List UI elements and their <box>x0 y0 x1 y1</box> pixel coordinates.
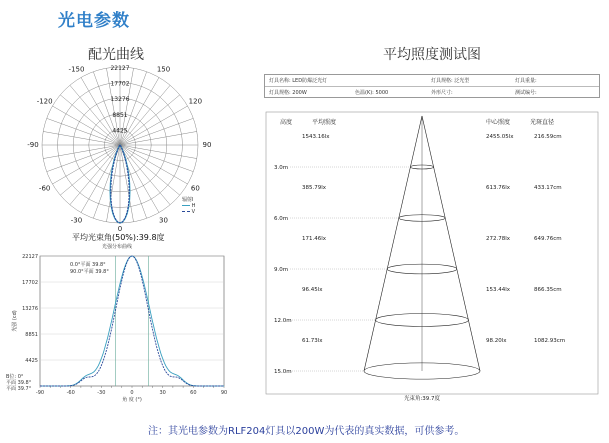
illuminance-title: 平均照度测试图 <box>383 47 481 63</box>
linear-intensity-chart <box>4 252 228 402</box>
row-diameter: 433.17cm <box>534 185 562 191</box>
linear-plot-frame <box>40 256 224 386</box>
illuminance-rows <box>274 134 565 375</box>
legend-title: 辐射I <box>182 197 194 203</box>
footer-note: 注：其光电参数为RLF204灯具以200W为代表的真实数据，可供参考。 <box>148 426 465 437</box>
diagram-frame <box>266 112 598 394</box>
header-diameter: 光斑直径 <box>530 119 555 126</box>
spec-name: 灯具名称: LED防爆泛光灯 <box>269 78 328 84</box>
cone-edge-left <box>364 116 422 371</box>
row-avg: 171.46lx <box>302 236 327 242</box>
linear-xtick-label: -90 <box>35 390 45 396</box>
row-diameter: 649.76cm <box>534 236 562 242</box>
polar-angle-label: -90 <box>27 141 39 149</box>
illuminance-cone-diagram <box>262 110 602 415</box>
polar-radial-label: 22127 <box>110 65 130 72</box>
polar-angle-label: 150 <box>156 65 171 74</box>
polar-angle-label: 30 <box>159 216 168 225</box>
spec-row-2 <box>265 87 599 98</box>
linear-xtick-label: 90 <box>220 390 228 396</box>
legend-item-h: H <box>182 203 222 209</box>
polar-angle-label: 90 <box>202 141 212 149</box>
row-center: 153.44lx <box>486 287 511 293</box>
linear-side-text: 平面 39.7° <box>6 386 32 392</box>
linear-ylabel: 光强 (cd) <box>12 310 18 332</box>
row-height: 6.0m <box>274 216 289 222</box>
polar-angle-label: -60 <box>38 184 51 193</box>
spec-size: 外形尺寸: <box>431 90 453 96</box>
linear-side-text: 平面 39.8° <box>6 380 32 386</box>
row-avg: 1543.16lx <box>302 134 330 140</box>
header-center: 中心照度 <box>486 119 511 126</box>
spec-row-1 <box>265 75 599 87</box>
linear-xlabel: 角 度 (°) <box>122 397 142 402</box>
header-avg: 平均照度 <box>312 119 337 126</box>
linear-xtick-label: 30 <box>159 390 166 396</box>
row-center: 98.20lx <box>486 338 507 344</box>
linear-xtick-label: -30 <box>97 390 106 396</box>
header-height: 高度 <box>280 119 293 126</box>
polar-angle-label: 0 <box>117 225 123 233</box>
polar-radial-label: 13276 <box>110 96 130 104</box>
beam-angle-caption: 平均光束角(50%):39.8度 <box>72 233 165 242</box>
linear-legend-1: 90.0°平面 39.8° <box>70 269 109 275</box>
linear-ytick: 4425 <box>25 358 38 364</box>
row-height: 15.0m <box>274 369 292 375</box>
row-avg: 385.79lx <box>302 185 327 191</box>
linear-ytick: 17702 <box>22 280 38 286</box>
spec-cct: 色温(K): 5000 <box>355 90 389 96</box>
legend-item-v: V <box>182 209 222 215</box>
linear-xtick-label: 60 <box>190 390 197 396</box>
row-height: 9.0m <box>274 267 289 273</box>
spec-weight: 灯具重量: <box>515 78 537 84</box>
polar-legend <box>182 196 222 215</box>
row-diameter: 866.35cm <box>534 287 562 293</box>
polar-radial-label: 17702 <box>110 80 130 88</box>
row-diameter: 1082.93cm <box>534 338 566 344</box>
spec-type: 灯具规格: 泛光型 <box>431 78 470 84</box>
beam-angle-label: 光束角:39.7度 <box>403 396 441 402</box>
polar-radial-label: 8851 <box>112 111 128 119</box>
linear-ytick: 22127 <box>22 254 38 260</box>
row-height: 12.0m <box>274 318 292 324</box>
row-center: 272.78lx <box>486 236 511 242</box>
spec-test-no: 测试编号: <box>515 90 537 96</box>
linear-xtick-label: 0 <box>130 390 134 396</box>
spec-table <box>264 74 600 98</box>
polar-light-distribution-chart <box>20 60 240 255</box>
linear-xtick-label: -60 <box>66 390 75 396</box>
row-height: 3.0m <box>274 165 289 171</box>
linear-side-text: B位: 0° <box>6 374 24 380</box>
row-center: 2455.05lx <box>486 134 514 140</box>
spec-power: 灯具规格: 200W <box>269 90 307 96</box>
intensity-caption: 光强分布曲线 <box>102 244 133 250</box>
polar-radial-label: 4425 <box>112 127 128 135</box>
linear-ytick: 8851 <box>25 332 38 338</box>
page-title: 光电参数 <box>58 11 130 31</box>
row-avg: 61.73lx <box>302 338 323 344</box>
linear-legend-0: 0.0°平面 39.8° <box>70 262 106 268</box>
polar-angle-label: -30 <box>70 216 83 225</box>
linear-ytick: 13276 <box>22 306 38 312</box>
polar-chart-title: 配光曲线 <box>88 47 144 63</box>
row-diameter: 216.59cm <box>534 134 562 140</box>
row-center: 613.76lx <box>486 185 511 191</box>
row-avg: 96.45lx <box>302 287 323 293</box>
polar-angle-label: 60 <box>190 184 200 193</box>
cone-edge-right <box>422 116 480 371</box>
polar-angle-label: -150 <box>68 65 85 74</box>
polar-angle-label: 120 <box>188 97 203 106</box>
polar-angle-label: -120 <box>36 97 53 106</box>
